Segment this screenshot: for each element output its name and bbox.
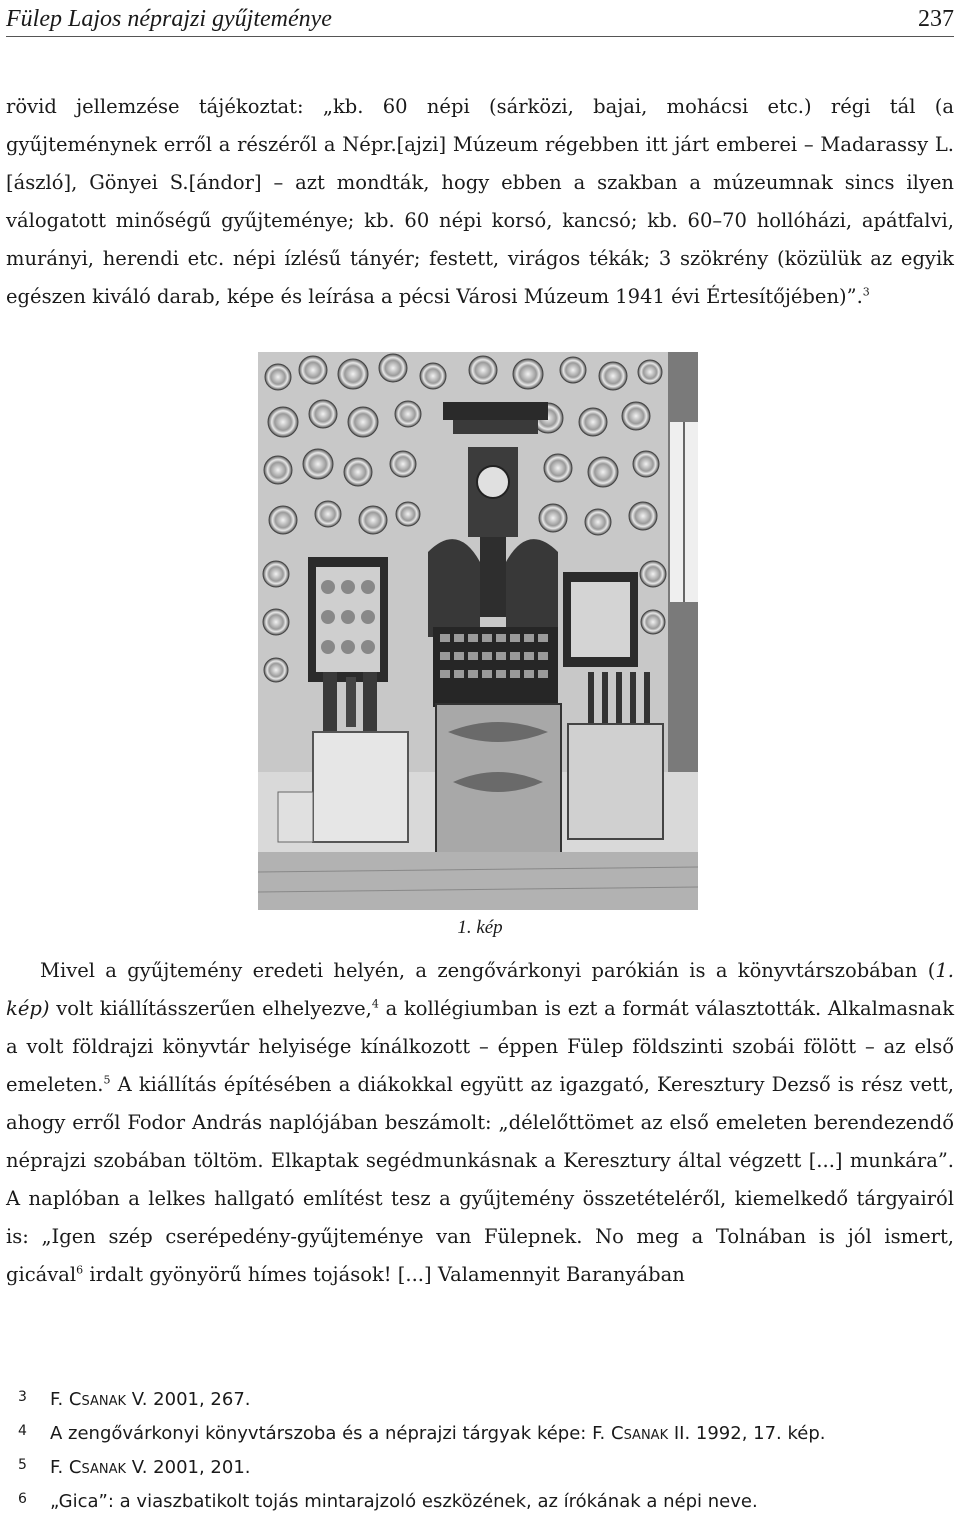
footnote-number: 4 xyxy=(18,1423,27,1439)
footnote-text: A zengővárkonyi könyvtárszoba és a néprajzi tárgyak képe: F. xyxy=(50,1423,611,1444)
footnote-text: V. 2001, 267. xyxy=(126,1389,251,1410)
footnote-author: Csanak xyxy=(68,1457,127,1478)
museum-room-photo-illustration xyxy=(258,352,698,910)
footnote-ref-5: 5 xyxy=(103,1073,111,1087)
footnote-text: F. xyxy=(50,1457,69,1478)
footnote-text: „Gica”: a viaszbatikolt tojás mintarajzoló eszközének, az írókának a népi neve. xyxy=(50,1491,758,1512)
running-header xyxy=(6,4,954,37)
page-number: 237 xyxy=(918,6,954,32)
footnote-ref-6: 6 xyxy=(76,1263,84,1277)
museum-room-photo xyxy=(258,352,698,910)
paragraph-main-text-5: irdalt gyönyörű hímes tojások! [...] Valamennyit Baranyában xyxy=(83,1263,685,1286)
footnote-author: Csanak xyxy=(611,1423,669,1444)
paragraph-main xyxy=(6,952,954,1294)
footnote-author: Csanak xyxy=(68,1389,127,1410)
figure-reference: 1. kép) xyxy=(6,959,954,1020)
footnote-text: II. 1992, 17. kép. xyxy=(668,1423,826,1444)
paragraph-main-text-1: Mivel a gyűjtemény eredeti helyén, a zengővárkonyi parókián is a könyvtárszobában ( xyxy=(40,959,936,982)
footnote-text: V. 2001, 201. xyxy=(126,1457,251,1478)
paragraph-main-text-3: a kollégiumban is ezt a formát választották. Alkalmasnak a volt földrajzi könyvtár helyisége kínálkozott – éppen Fülep földszinti szobái fölött – az első emeleten. xyxy=(6,997,955,1096)
footnote-number: 3 xyxy=(18,1389,27,1405)
footnote-5 xyxy=(18,1452,948,1481)
paragraph-intro-text: rövid jellemzése tájékoztat: „kb. 60 népi (sárközi, bajai, mohácsi etc.) régi tál (a gyűjteménynek erről a részéről a Népr.[ajzi] Múzeum régebben itt járt emberei – Madarassy L.[ászló], Gönyei S.[ándor] – azt mondták, hogy ebben a szakban a múzeumnak sincs ilyen válogatott minőségű gyűjteménye; kb. 60 népi korsó, kancsó; kb. 60–70 hollóházi, apátfalvi, murányi, herendi etc. népi ízlésű tányér; festett, virágos tékák; 3 szökrény (közülük az egyik egészen kiváló darab, képe és leírása a pécsi Városi Múzeum 1941 évi Értesítőjében)”. xyxy=(6,95,954,308)
footnote-text: F. xyxy=(50,1389,69,1410)
footnote-ref-3: 3 xyxy=(862,285,870,299)
footnote-3 xyxy=(18,1384,948,1413)
paragraph-intro xyxy=(6,88,954,316)
footnote-ref-4: 4 xyxy=(371,997,379,1011)
figure-caption: 1. kép xyxy=(457,917,503,938)
footnote-4 xyxy=(18,1418,948,1447)
footnote-number: 5 xyxy=(18,1457,27,1473)
footnote-number: 6 xyxy=(18,1491,27,1507)
running-title: Fülep Lajos néprajzi gyűjteménye xyxy=(6,6,332,32)
paragraph-main-text-2: volt kiállításszerűen elhelyezve, xyxy=(49,997,372,1020)
footnote-6 xyxy=(18,1486,948,1515)
paragraph-main-text-4: A kiállítás építésében a diákokkal együtt az igazgató, Keresztury Dezső is rész vett, ahogy erről Fodor András naplójában beszámolt: „délelőttömet az első emeleten berendezendő néprajzi szobában töltöm. Elkaptak segédmunkásnak a Keresztury által végzett [...] munkára”. A naplóban a lelkes hallgató említést tesz a gyűjtemény összetételéről, kiemelkedő tárgyairól is: „Igen szép cserépedény-gyűjteménye van Fülepnek. No meg a Tolnában is jól ismert, gicával xyxy=(6,1073,954,1286)
